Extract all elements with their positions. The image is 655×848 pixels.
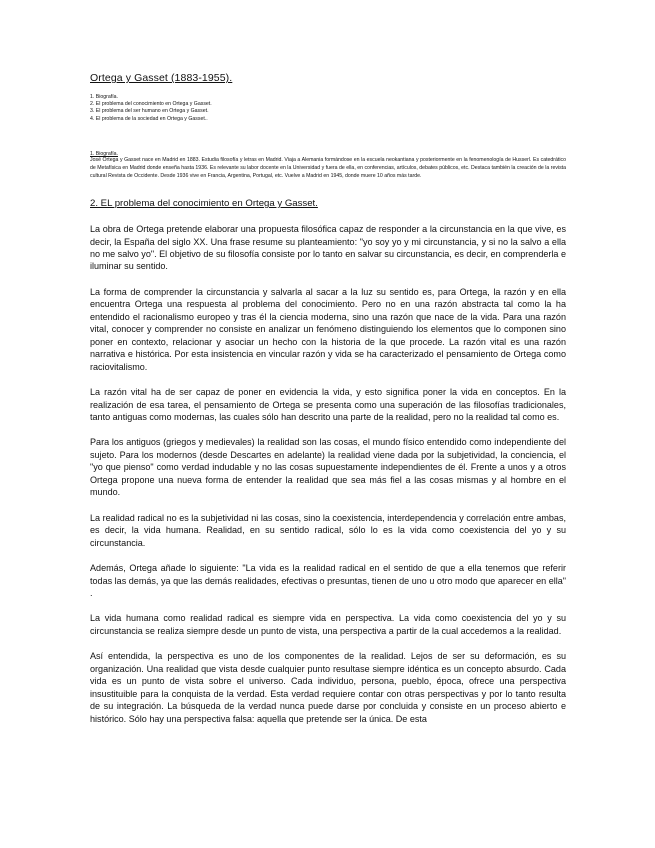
document-title: Ortega y Gasset (1883-1955). — [90, 72, 233, 84]
section-title: 2. EL problema del conocimiento en Ortega y Gasset. — [90, 198, 318, 210]
toc-item: 2. El problema del conocimiento en Ortega y Gasset. — [90, 101, 212, 108]
paragraph: Así entendida, la perspectiva es uno de los componentes de la realidad. Lejos de ser su deformación, es su organización. Una realidad que vista desde cualquier punto resultase siempre idéntica es un concepto absurdo. Cada vida es un punto de vista sobre el universo. Cada individuo, persona, pueblo, época, ofrece una perspectiva insustituible para la conquista de la verdad. Esta verdad requiere contar con otras perspectivas y por lo tanto resulta de su integración. La búsqueda de la verdad nunca puede darse por concluida y consiste en un proceso abierto e histórico. Sólo hay una perspectiva falsa: aquella que pretende ser la única. De esta — [90, 651, 566, 724]
paragraph: La forma de comprender la circunstancia y salvarla al sacar a la luz su sentido es, para Ortega, la razón y en ella encuentra Ortega una respuesta al problema del conocimiento. Pero no en una razón abstracta tal como la ha entendido el racionalismo europeo y tras él la ciencia moderna, sino una razón que nace de la vida. Para una razón vital, conocer y comprender no consiste en analizar un fenómeno distinguiendo los elementos que lo componen sino poner en contexto, relacionar y asociar un hecho con la historia de la que procede. La razón vital es una razón narrativa e histórica. Por esta insistencia en vincular razón y vida se ha caracterizado el pensamiento de Ortega como raciovitalismo. — [90, 286, 566, 372]
toc-item: 4. El problema de la sociedad en Ortega y Gasset.. — [90, 115, 208, 122]
biography-text: José Ortega y Gasset nace en Madrid en 1883. Estudia filosofía y letras en Madrid. Viaja a Alemania formándose en la escuela neokantiana y posteriormente en la fenomenología de Husserl. Es catedrático de Metafísica en Madrid donde enseña hasta 1936. Es relevante su labor docente en la Universidad y fuera de ella, en conferencias, artículos, debates públicos, etc. Destaca también la creación de la revista cultural Revista de Occidente. Desde 1936 vive en Francia, Argentina, Portugal, etc. Vuelve a Madrid en 1945, donde muere 10 años más tarde. — [90, 157, 566, 179]
paragraph: La obra de Ortega pretende elaborar una propuesta filosófica capaz de responder a la circunstancia en la que vive, es decir, la España del siglo XX. Una frase resume su planteamiento: "yo soy yo y mi circunstancia, y si no la salvo a ella no me salvo yo". El objetivo de su filosofía consiste por lo tanto en salvar su circunstancia, es decir, en comprenderla e iluminar su sentido. — [90, 224, 566, 272]
paragraph: La razón vital ha de ser capaz de poner en evidencia la vida, y esto significa poner la vida en conceptos. En la realización de esa tarea, el pensamiento de Ortega se presenta como una superación de las filosofías tradicionales, tanto antiguas como modernas, las cuales sólo han descrito una parte de la realidad, pero no la realidad tal como es. — [90, 387, 566, 422]
paragraph: Además, Ortega añade lo siguiente: "La vida es la realidad radical en el sentido de que a ella tenemos que referir todas las demás, ya que las demás realidades, efectivas o presuntas, tienen de uno u otro modo que aparecer en ella" . — [90, 563, 566, 598]
document-content — [90, 72, 566, 738]
table-of-contents — [90, 94, 566, 123]
toc-item: 1. Biografía. — [90, 94, 118, 100]
toc-item: 3. El problema del ser humano en Ortega y Gasset. — [90, 108, 209, 115]
paragraph: La vida humana como realidad radical es siempre vida en perspectiva. La vida como coexistencia del yo y su circunstancia se realiza siempre desde un punto de vista, una perspectiva a partir de la cual accedemos a la realidad. — [90, 613, 566, 636]
paragraph: La realidad radical no es la subjetividad ni las cosas, sino la coexistencia, interdependencia y correlación entre ambas, es decir, la vida humana. Realidad, en su sentido radical, sólo lo es la vida como coexistencia del yo y su circunstancia. — [90, 512, 566, 548]
paragraph: Para los antiguos (griegos y medievales) la realidad son las cosas, el mundo físico entendido como independiente del sujeto. Para los modernos (desde Descartes en adelante) la realidad viene dada por la subjetividad, la conciencia, el "yo que pienso" como verdad indudable y no las cosas supuestamente independientes de él. Frente a unos y a otros Ortega propone una nueva forma de entender la realidad que sea más fiel a las cosas mismas y al hombre en el mundo. — [90, 437, 566, 498]
biography-heading: 1. Biografía. — [90, 150, 118, 157]
